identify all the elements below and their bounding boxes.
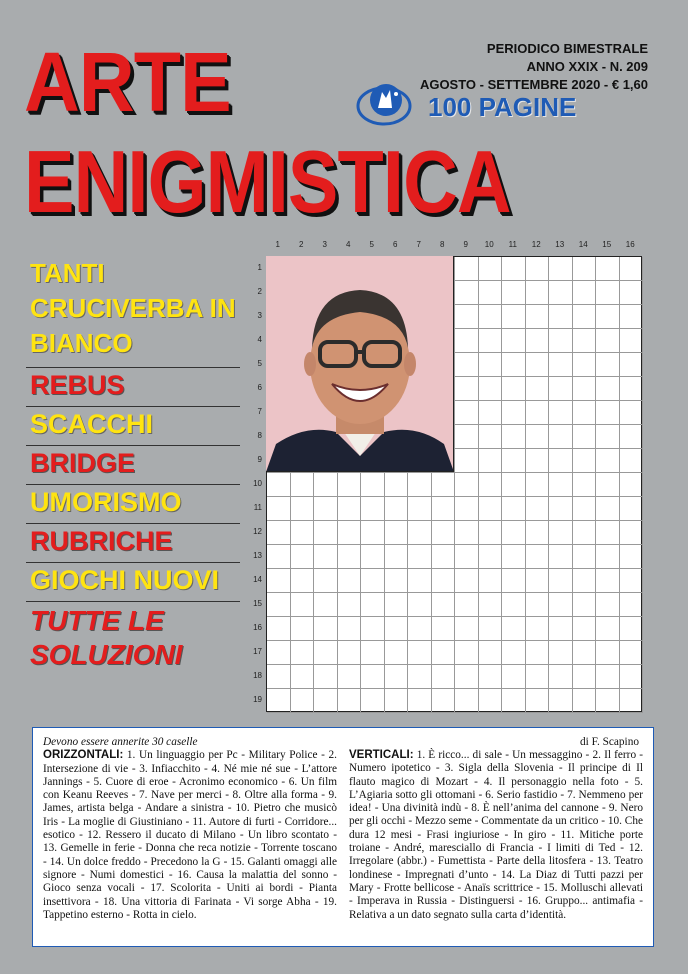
grid-cell[interactable] — [408, 569, 432, 593]
topic-giochi-nuovi: GIOCHI NUOVI — [26, 563, 240, 602]
grid-cell[interactable] — [573, 641, 597, 665]
row-number: 2 — [257, 287, 262, 296]
grid-cell[interactable] — [549, 329, 573, 353]
grid-cell[interactable] — [432, 473, 456, 497]
grid-cell[interactable] — [432, 665, 456, 689]
grid-cell[interactable] — [408, 617, 432, 641]
grid-cell[interactable] — [455, 425, 479, 449]
column-number: 9 — [463, 240, 468, 249]
grid-cell[interactable] — [596, 689, 620, 713]
grid-cell[interactable] — [432, 521, 456, 545]
row-number: 15 — [253, 599, 262, 608]
grid-cell[interactable] — [455, 641, 479, 665]
grid-cell[interactable] — [502, 449, 526, 473]
grid-cell[interactable] — [620, 665, 644, 689]
grid-cell[interactable] — [267, 569, 291, 593]
grid-cell[interactable] — [526, 377, 550, 401]
grid-cell[interactable] — [361, 689, 385, 713]
black-cells-hint: Devono essere annerite 30 caselle — [43, 736, 198, 748]
grid-cell[interactable] — [620, 641, 644, 665]
grid-cell[interactable] — [573, 353, 597, 377]
grid-cell[interactable] — [267, 545, 291, 569]
grid-cell[interactable] — [596, 497, 620, 521]
grid-cell[interactable] — [596, 521, 620, 545]
grid-cell[interactable] — [432, 617, 456, 641]
grid-cell[interactable] — [361, 617, 385, 641]
grid-cell[interactable] — [432, 689, 456, 713]
column-number: 7 — [416, 240, 421, 249]
grid-cell[interactable] — [291, 545, 315, 569]
grid-cell[interactable] — [291, 689, 315, 713]
grid-cell[interactable] — [361, 497, 385, 521]
column-number: 14 — [578, 240, 588, 249]
grid-cell[interactable] — [526, 641, 550, 665]
grid-cell[interactable] — [385, 545, 409, 569]
grid-cell[interactable] — [573, 665, 597, 689]
grid-cell[interactable] — [502, 425, 526, 449]
grid-cell[interactable] — [549, 425, 573, 449]
grid-cell[interactable] — [596, 617, 620, 641]
grid-cell[interactable] — [314, 473, 338, 497]
grid-cell[interactable] — [596, 305, 620, 329]
grid-cell[interactable] — [573, 305, 597, 329]
grid-cell[interactable] — [385, 521, 409, 545]
grid-cell[interactable] — [620, 521, 644, 545]
grid-cell[interactable] — [620, 305, 644, 329]
column-number: 3 — [322, 240, 327, 249]
grid-cell[interactable] — [502, 377, 526, 401]
author-credit: di F. Scapino — [579, 736, 639, 748]
grid-cell[interactable] — [314, 689, 338, 713]
grid-cell[interactable] — [408, 545, 432, 569]
grid-cell[interactable] — [385, 689, 409, 713]
grid-cell[interactable] — [455, 497, 479, 521]
grid-cell[interactable] — [620, 617, 644, 641]
grid-cell[interactable] — [526, 593, 550, 617]
grid-cell[interactable] — [314, 569, 338, 593]
grid-cell[interactable] — [573, 449, 597, 473]
grid-cell[interactable] — [573, 593, 597, 617]
grid-cell[interactable] — [291, 665, 315, 689]
grid-cell[interactable] — [408, 665, 432, 689]
grid-cell[interactable] — [502, 689, 526, 713]
grid-cell[interactable] — [549, 593, 573, 617]
issue-frequency: PERIODICO BIMESTRALE — [486, 41, 648, 56]
grid-cell[interactable] — [479, 641, 503, 665]
grid-cell[interactable] — [526, 521, 550, 545]
grid-cell[interactable] — [455, 473, 479, 497]
topic-cruciverba: TANTI CRUCIVERBA IN BIANCO — [26, 254, 240, 368]
grid-cell[interactable] — [385, 593, 409, 617]
grid-cell[interactable] — [267, 689, 291, 713]
grid-cell[interactable] — [267, 665, 291, 689]
grid-cell[interactable] — [314, 545, 338, 569]
column-number: 16 — [625, 240, 635, 249]
grid-cell[interactable] — [338, 569, 362, 593]
grid-cell[interactable] — [479, 401, 503, 425]
row-numbers — [250, 256, 262, 712]
grid-cell[interactable] — [573, 281, 597, 305]
grid-cell[interactable] — [620, 281, 644, 305]
grid-cell[interactable] — [455, 329, 479, 353]
issue-date-price: AGOSTO - SETTEMBRE 2020 - € 1,60 — [419, 77, 648, 92]
grid-cell[interactable] — [620, 545, 644, 569]
grid-cell[interactable] — [455, 449, 479, 473]
grid-cell[interactable] — [338, 665, 362, 689]
grid-cell[interactable] — [479, 473, 503, 497]
grid-cell[interactable] — [596, 401, 620, 425]
grid-cell[interactable] — [479, 257, 503, 281]
down-clues — [349, 749, 643, 922]
grid-cell[interactable] — [526, 473, 550, 497]
grid-cell[interactable] — [526, 665, 550, 689]
grid-cell[interactable] — [291, 521, 315, 545]
grid-cell[interactable] — [526, 689, 550, 713]
grid-cell[interactable] — [338, 521, 362, 545]
grid-cell[interactable] — [314, 665, 338, 689]
grid-cell[interactable] — [526, 353, 550, 377]
row-number: 8 — [257, 431, 262, 440]
row-number: 14 — [253, 575, 262, 584]
grid-cell[interactable] — [408, 497, 432, 521]
grid-cell[interactable] — [479, 353, 503, 377]
grid-cell[interactable] — [502, 473, 526, 497]
grid-cell[interactable] — [502, 497, 526, 521]
grid-cell[interactable] — [361, 473, 385, 497]
topic-soluzioni: TUTTE LE SOLUZIONI — [30, 605, 183, 670]
grid-cell[interactable] — [620, 329, 644, 353]
row-number: 19 — [253, 695, 262, 704]
publisher-logo-icon — [356, 78, 412, 126]
grid-cell[interactable] — [267, 593, 291, 617]
grid-cell[interactable] — [596, 641, 620, 665]
grid-cell[interactable] — [455, 401, 479, 425]
grid-cell[interactable] — [549, 257, 573, 281]
grid-cell[interactable] — [502, 521, 526, 545]
cover-topics-list — [26, 254, 240, 678]
issue-number: ANNO XXIX - N. 209 — [526, 59, 648, 74]
grid-cell[interactable] — [502, 545, 526, 569]
grid-cell[interactable] — [385, 665, 409, 689]
grid-cell[interactable] — [338, 473, 362, 497]
grid-cell[interactable] — [596, 449, 620, 473]
grid-cell[interactable] — [596, 593, 620, 617]
grid-cell[interactable] — [338, 641, 362, 665]
grid-cell[interactable] — [479, 593, 503, 617]
row-number: 10 — [253, 479, 262, 488]
down-title: VERTICALI: — [349, 749, 414, 761]
grid-cell[interactable] — [338, 689, 362, 713]
grid-cell[interactable] — [455, 689, 479, 713]
masthead-title-line2: ENIGMISTICA — [24, 132, 511, 231]
grid-cell[interactable] — [549, 353, 573, 377]
grid-cell[interactable] — [479, 617, 503, 641]
column-number: 15 — [602, 240, 612, 249]
masthead-title-line1: ARTE — [24, 35, 231, 129]
grid-cell[interactable] — [620, 401, 644, 425]
grid-cell[interactable] — [596, 377, 620, 401]
grid-cell[interactable] — [291, 593, 315, 617]
grid-cell[interactable] — [267, 473, 291, 497]
column-number: 11 — [508, 240, 517, 249]
grid-cell[interactable] — [620, 377, 644, 401]
column-number: 2 — [299, 240, 304, 249]
grid-cell[interactable] — [573, 377, 597, 401]
grid-cell[interactable] — [573, 473, 597, 497]
grid-cell[interactable] — [455, 377, 479, 401]
grid-cell[interactable] — [596, 425, 620, 449]
grid-cell[interactable] — [479, 329, 503, 353]
grid-cell[interactable] — [479, 281, 503, 305]
grid-cell[interactable] — [455, 521, 479, 545]
row-number: 13 — [253, 551, 262, 560]
grid-cell[interactable] — [596, 257, 620, 281]
grid-cell[interactable] — [526, 305, 550, 329]
grid-cell[interactable] — [455, 617, 479, 641]
grid-cell[interactable] — [549, 521, 573, 545]
grid-cell[interactable] — [549, 545, 573, 569]
page-count: 100 PAGINE — [428, 92, 577, 122]
grid-cell[interactable] — [620, 473, 644, 497]
grid-cell[interactable] — [385, 617, 409, 641]
grid-cell[interactable] — [455, 665, 479, 689]
grid-cell[interactable] — [385, 569, 409, 593]
grid-cell[interactable] — [361, 569, 385, 593]
grid-cell[interactable] — [502, 305, 526, 329]
grid-cell[interactable] — [526, 281, 550, 305]
grid-cell[interactable] — [620, 353, 644, 377]
grid-cell[interactable] — [502, 593, 526, 617]
grid-cell[interactable] — [549, 281, 573, 305]
grid-cell[interactable] — [549, 665, 573, 689]
grid-cell[interactable] — [596, 353, 620, 377]
clues-across-column — [43, 736, 337, 922]
grid-cell[interactable] — [620, 497, 644, 521]
grid-cell[interactable] — [408, 689, 432, 713]
grid-cell[interactable] — [455, 281, 479, 305]
grid-cell[interactable] — [291, 497, 315, 521]
column-number: 1 — [275, 240, 280, 249]
grid-cell[interactable] — [502, 281, 526, 305]
grid-cell[interactable] — [549, 617, 573, 641]
column-number: 13 — [555, 240, 565, 249]
grid-cell[interactable] — [338, 545, 362, 569]
column-numbers — [266, 240, 642, 249]
grid-cell[interactable] — [502, 569, 526, 593]
grid-cell[interactable] — [479, 545, 503, 569]
grid-cell[interactable] — [596, 569, 620, 593]
topic-scacchi: SCACCHI — [26, 407, 240, 446]
row-number: 16 — [253, 623, 262, 632]
grid-cell[interactable] — [526, 425, 550, 449]
across-clues — [43, 749, 337, 922]
grid-cell[interactable] — [314, 617, 338, 641]
row-number: 18 — [253, 671, 262, 680]
row-number: 5 — [257, 359, 262, 368]
grid-cell[interactable] — [338, 617, 362, 641]
grid-cell[interactable] — [620, 257, 644, 281]
grid-cell[interactable] — [338, 593, 362, 617]
topic-rubriche: RUBRICHE — [26, 524, 240, 563]
grid-cell[interactable] — [620, 449, 644, 473]
column-number: 6 — [393, 240, 398, 249]
grid-cell[interactable] — [314, 641, 338, 665]
grid-cell[interactable] — [455, 545, 479, 569]
grid-cell[interactable] — [455, 257, 479, 281]
grid-cell[interactable] — [549, 449, 573, 473]
grid-cell[interactable] — [432, 641, 456, 665]
grid-cell[interactable] — [526, 545, 550, 569]
grid-cell[interactable] — [596, 665, 620, 689]
grid-cell[interactable] — [338, 497, 362, 521]
grid-cell[interactable] — [479, 689, 503, 713]
row-number: 3 — [257, 311, 262, 320]
grid-cell[interactable] — [502, 665, 526, 689]
column-number: 5 — [369, 240, 374, 249]
grid-cell[interactable] — [526, 329, 550, 353]
grid-cell[interactable] — [620, 593, 644, 617]
grid-cell[interactable] — [549, 377, 573, 401]
grid-cell[interactable] — [502, 353, 526, 377]
grid-cell[interactable] — [526, 497, 550, 521]
grid-cell[interactable] — [385, 497, 409, 521]
grid-cell[interactable] — [432, 593, 456, 617]
grid-cell[interactable] — [573, 425, 597, 449]
grid-cell[interactable] — [596, 473, 620, 497]
row-number: 4 — [257, 335, 262, 344]
grid-cell[interactable] — [549, 497, 573, 521]
grid-cell[interactable] — [502, 641, 526, 665]
grid-cell[interactable] — [267, 641, 291, 665]
grid-cell[interactable] — [573, 569, 597, 593]
grid-cell[interactable] — [314, 521, 338, 545]
grid-cell[interactable] — [455, 593, 479, 617]
grid-cell[interactable] — [526, 617, 550, 641]
grid-cell[interactable] — [455, 353, 479, 377]
grid-cell[interactable] — [432, 497, 456, 521]
row-number: 6 — [257, 383, 262, 392]
grid-cell[interactable] — [573, 497, 597, 521]
grid-cell[interactable] — [479, 665, 503, 689]
grid-cell[interactable] — [549, 473, 573, 497]
grid-cell[interactable] — [479, 497, 503, 521]
grid-cell[interactable] — [573, 257, 597, 281]
row-number: 9 — [257, 455, 262, 464]
grid-cell[interactable] — [479, 521, 503, 545]
grid-cell[interactable] — [267, 497, 291, 521]
grid-cell[interactable] — [573, 545, 597, 569]
grid-cell[interactable] — [267, 617, 291, 641]
grid-cell[interactable] — [385, 473, 409, 497]
column-number: 4 — [346, 240, 351, 249]
grid-cell[interactable] — [502, 329, 526, 353]
grid-cell[interactable] — [596, 329, 620, 353]
grid-cell[interactable] — [526, 401, 550, 425]
grid-cell[interactable] — [573, 689, 597, 713]
row-number: 12 — [253, 527, 262, 536]
grid-cell[interactable] — [432, 545, 456, 569]
column-number: 10 — [484, 240, 494, 249]
across-text: 1. Un linguaggio per Pc - Military Police - 2. Intersezione di vie - 3. Infiacchito - 4. Né mie né sue - L’attore Jannings - 5. Cuore di eroe - Acronimo economico - 6. Un film con Keanu Reeves - 7. Nave per merci - 8. Oltre alla forma - 9. James, artista belga - Andare a sinistra - 10. Pietro che musicò Iris - La moglie di Giustiniano - 11. Autore di furti - Corridore... esotico - 12. Ressero il ducato di Milano - Un libro scontato - 13. Gemelle in ferie - Donna che reca notizie - Torrente toscano - 14. Un dolce freddo - Precedono la G - 15. Galanti omaggi alle signore - Numi domestici - 16. Causa la malattia del sonno - Gioco senza vocali - 17. Scolorita - Uniti ai bordi - Pianta insettivora - 18. Una vittoria di Farinata - Vi sorge Abha - 19. Tappetino esterno - Rotta in cielo. — [43, 749, 338, 921]
grid-cell[interactable] — [526, 449, 550, 473]
grid-cell[interactable] — [291, 641, 315, 665]
grid-cell[interactable] — [526, 257, 550, 281]
down-text: 1. È ricco... di sale - Un messaggino - 2. Il ferro - Numero ipotetico - 3. Sigla della Slovenia - Il principe di Il flauto magico di Mozart - 4. Il personaggio nella foto - 5. L’Agiaria sotto gli ottomani - 6. Serio fastidio - 7. Nemmeno per idea! - Una divinità indù - 8. È nell’anima del cannone - 9. Nero per gli occhi - Mezzo seme - Commentate da un critico - 10. Che dura 12 mesi - Frasi ingiuriose - In giro - 11. Mitiche porte troiane - André, maresciallo di Francia - I limiti di Ted - 12. Irregolare (abbr.) - Fumettista - Parte della litosfera - 13. Teatro londinese - Impregnati d’unto - 14. La Diaz di Tutti pazzi per Mary - Frotte bellicose - Anaïs scrittrice - 15. Molluschi allevati - Imperava in Russia - Distinguersi - 16. Gruppo... antimafia - Relativa a un dato segnato sulla carta d’identità. — [349, 749, 644, 921]
grid-cell[interactable] — [314, 593, 338, 617]
grid-cell[interactable] — [479, 449, 503, 473]
grid-cell[interactable] — [479, 425, 503, 449]
grid-cell[interactable] — [549, 305, 573, 329]
grid-cell[interactable] — [573, 401, 597, 425]
grid-cell[interactable] — [573, 329, 597, 353]
grid-cell[interactable] — [291, 473, 315, 497]
grid-cell[interactable] — [361, 545, 385, 569]
grid-cell[interactable] — [549, 689, 573, 713]
row-number: 7 — [257, 407, 262, 416]
grid-cell[interactable] — [573, 521, 597, 545]
grid-cell[interactable] — [596, 281, 620, 305]
grid-cell[interactable] — [385, 641, 409, 665]
grid-cell[interactable] — [549, 569, 573, 593]
row-number: 11 — [253, 503, 262, 512]
topic-bridge: BRIDGE — [26, 446, 240, 485]
grid-cell[interactable] — [455, 305, 479, 329]
clues-down-column — [349, 736, 643, 922]
grid-cell[interactable] — [314, 497, 338, 521]
column-number: 12 — [531, 240, 541, 249]
grid-cell[interactable] — [291, 617, 315, 641]
grid-cell[interactable] — [408, 641, 432, 665]
grid-cell[interactable] — [502, 401, 526, 425]
grid-cell[interactable] — [502, 617, 526, 641]
cover-photo — [266, 256, 454, 472]
row-number: 1 — [257, 263, 262, 272]
grid-cell[interactable] — [361, 641, 385, 665]
grid-cell[interactable] — [526, 569, 550, 593]
grid-cell[interactable] — [502, 257, 526, 281]
clues-box — [32, 727, 654, 947]
grid-cell[interactable] — [408, 521, 432, 545]
grid-cell[interactable] — [408, 473, 432, 497]
topic-rebus: REBUS — [26, 368, 240, 407]
grid-cell[interactable] — [455, 569, 479, 593]
grid-cell[interactable] — [432, 569, 456, 593]
grid-cell[interactable] — [620, 425, 644, 449]
grid-cell[interactable] — [408, 593, 432, 617]
across-title: ORIZZONTALI: — [43, 749, 124, 762]
grid-cell[interactable] — [361, 521, 385, 545]
grid-cell[interactable] — [596, 545, 620, 569]
row-number: 17 — [253, 647, 262, 656]
grid-cell[interactable] — [549, 641, 573, 665]
column-number: 8 — [440, 240, 445, 249]
grid-cell[interactable] — [479, 569, 503, 593]
grid-cell[interactable] — [361, 593, 385, 617]
grid-cell[interactable] — [291, 569, 315, 593]
portrait-illustration — [266, 256, 454, 472]
grid-cell[interactable] — [573, 617, 597, 641]
grid-cell[interactable] — [620, 569, 644, 593]
grid-cell[interactable] — [361, 665, 385, 689]
grid-cell[interactable] — [479, 305, 503, 329]
grid-cell[interactable] — [549, 401, 573, 425]
grid-cell[interactable] — [479, 377, 503, 401]
grid-cell[interactable] — [267, 521, 291, 545]
topic-umorismo: UMORISMO — [26, 485, 240, 524]
grid-cell[interactable] — [620, 689, 644, 713]
